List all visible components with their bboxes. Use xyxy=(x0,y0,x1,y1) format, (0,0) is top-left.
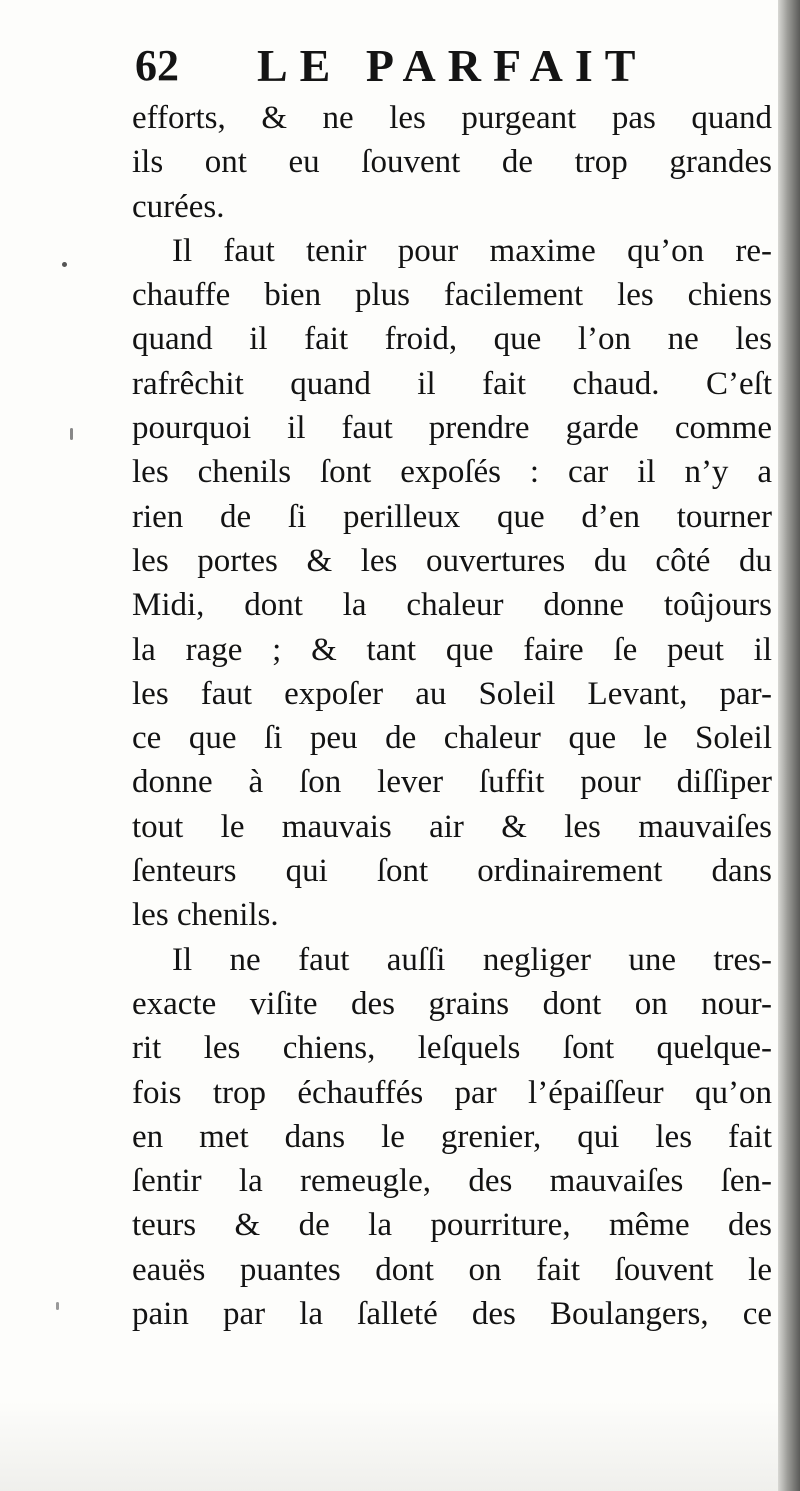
text-line: ſenteurs qui ſont ordinairement dans xyxy=(132,853,772,890)
text-line: en met dans le grenier, qui les fait xyxy=(132,1118,772,1155)
text-line: ce que ſi peu de chaleur que le Soleil xyxy=(132,720,772,757)
ink-speck xyxy=(56,1302,59,1310)
text-line: quand il fait froid, que l’on ne les xyxy=(132,321,772,358)
text-line: chauffe bien plus facilement les chiens xyxy=(132,277,772,314)
page-header xyxy=(135,38,655,94)
running-title: LE PARFAIT xyxy=(257,40,648,91)
text-line: donne à ſon lever ſuffit pour diſſiper xyxy=(132,764,772,801)
text-line: Il faut tenir pour maxime qu’on re- xyxy=(172,232,772,269)
text-line: les faut expoſer au Soleil Levant, par- xyxy=(132,675,772,712)
page-edge-shadow xyxy=(778,0,800,1491)
text-line: tout le mauvais air & les mauvaiſes xyxy=(132,808,772,845)
text-line: fois trop échauffés par l’épaiſſeur qu’on xyxy=(132,1074,772,1111)
body-text xyxy=(132,96,772,1336)
text-line: curées. xyxy=(132,188,225,225)
text-line: les portes & les ouvertures du côté du xyxy=(132,542,772,579)
text-line: rafrêchit quand il fait chaud. C’eſt xyxy=(132,365,772,402)
text-line: rit les chiens, leſquels ſont quelque- xyxy=(132,1030,772,1067)
text-line: exacte viſite des grains dont on nour- xyxy=(132,985,772,1022)
text-line: la rage ; & tant que faire ſe peut il xyxy=(132,631,772,668)
text-line: rien de ſi perilleux que d’en tourner xyxy=(132,498,772,535)
page-number: 62 xyxy=(135,41,179,90)
page-bottom-shade xyxy=(0,1401,800,1491)
ink-speck xyxy=(62,262,67,267)
text-line: ſentir la remeugle, des mauvaiſes ſen- xyxy=(132,1163,772,1200)
text-line: Il ne faut auſſi negliger une tres- xyxy=(172,941,772,978)
text-line: Midi, dont la chaleur donne toûjours xyxy=(132,587,772,624)
text-line: efforts, & ne les purgeant pas quand xyxy=(132,100,772,136)
text-line: les chenils. xyxy=(132,897,279,934)
text-line: ils ont eu ſouvent de trop grandes xyxy=(132,144,772,181)
text-line: teurs & de la pourriture, même des xyxy=(132,1207,772,1244)
text-line: eauës puantes dont on fait ſouvent le xyxy=(132,1251,772,1288)
text-line: pourquoi il faut prendre garde comme xyxy=(132,410,772,447)
ink-speck xyxy=(70,428,73,440)
text-line: les chenils ſont expoſés : car il n’y a xyxy=(132,454,772,491)
text-line: pain par la ſalleté des Boulangers, ce xyxy=(132,1296,772,1333)
